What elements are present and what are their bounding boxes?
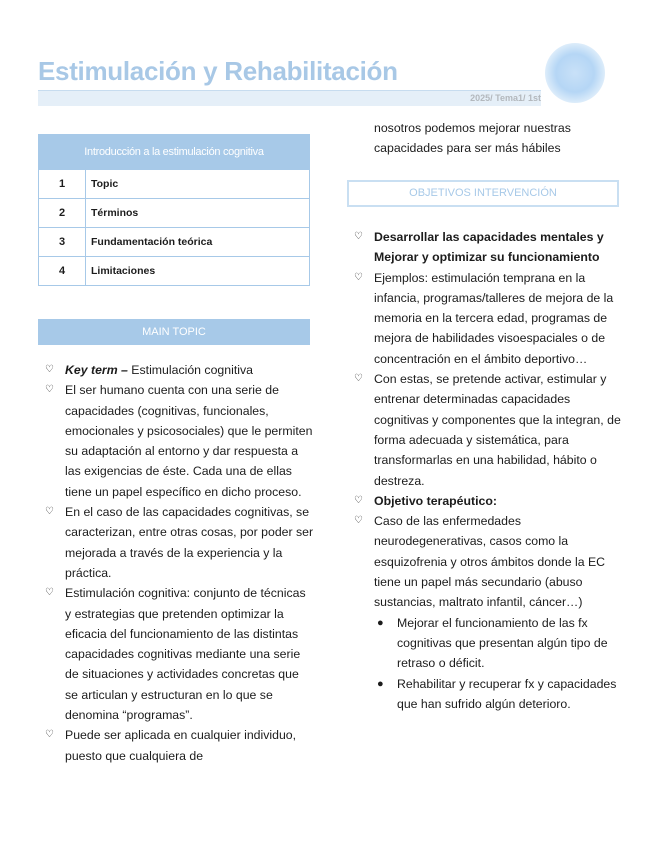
document-meta: 2025/ Tema1/ 1st	[470, 93, 541, 103]
row-number: 3	[39, 228, 86, 257]
heart-bullet-icon: ♡	[354, 373, 363, 385]
heart-bullet-icon: ♡	[45, 729, 54, 741]
row-label: Limitaciones	[86, 257, 310, 286]
bullet-text-bold: Desarrollar las capacidades mentales y Mejorar y optimizar su funcionamiento	[374, 230, 604, 265]
heart-bullet-icon: ♡	[45, 587, 54, 599]
right-column-top	[347, 118, 621, 159]
heart-bullet-icon: ♡	[45, 364, 54, 375]
sub-bullet-text: Mejorar el funcionamiento de las fx cognitivas que presentan algún tipo de retraso o déficit.	[397, 615, 608, 671]
list-item	[347, 511, 623, 612]
row-label: Fundamentación teórica	[86, 228, 310, 257]
header-decoration-circle	[545, 43, 605, 103]
row-number: 2	[39, 199, 86, 228]
heart-bullet-icon: ♡	[354, 231, 363, 242]
table-row	[39, 228, 310, 257]
list-item	[38, 502, 314, 583]
heart-bullet-icon: ♡	[354, 515, 363, 527]
continuation-text: nosotros podemos mejorar nuestras capacidades para ser más hábiles	[374, 121, 571, 156]
list-item	[347, 369, 623, 491]
row-label: Términos	[86, 199, 310, 228]
main-topic-heading: MAIN TOPIC	[38, 319, 310, 345]
page-title: Estimulación y Rehabilitación	[38, 56, 398, 86]
row-number: 4	[39, 257, 86, 286]
dot-bullet-icon: ●	[377, 616, 384, 629]
table-row	[39, 170, 310, 199]
table-row	[39, 257, 310, 286]
row-number: 1	[39, 170, 86, 199]
list-item	[38, 380, 314, 502]
contents-heading: Introducción a la estimulación cognitiva	[39, 135, 310, 170]
list-item	[347, 227, 623, 268]
sub-bullet-text: Rehabilitar y recuperar fx y capacidades que han sufrido algún deterioro.	[397, 676, 617, 711]
bullet-text: En el caso de las capacidades cognitivas, se caracterizan, entre otras cosas, por poder ser mejorada a través de la experiencia y la práctica.	[65, 505, 314, 580]
list-item	[347, 491, 623, 511]
title-band	[38, 90, 541, 106]
bullet-text-bold: Objetivo terapéutico:	[374, 493, 497, 508]
contents-table	[38, 134, 310, 286]
list-item	[38, 725, 314, 766]
sub-list-item	[347, 613, 623, 674]
list-item	[38, 583, 314, 725]
key-term-value: Estimulación cognitiva	[127, 363, 253, 377]
sub-list-item	[347, 674, 623, 715]
heart-bullet-icon: ♡	[354, 271, 363, 283]
heart-bullet-icon: ♡	[45, 384, 54, 396]
key-term-label: Key term –	[65, 363, 128, 377]
bullet-text: Ejemplos: estimulación temprana en la infancia, programas/talleres de mejora de la memoria en la tercera edad, programas de mejora de habilidades visoespaciales o de concentración en el ámbito deportivo…	[374, 270, 614, 366]
left-column	[38, 360, 314, 766]
list-item	[38, 360, 314, 380]
objectives-heading: OBJETIVOS INTERVENCIÓN	[347, 180, 619, 207]
heart-bullet-icon: ♡	[354, 494, 363, 506]
title-divider	[38, 90, 541, 91]
bullet-text: Caso de las enfermedades neurodegenerativas, casos como la esquizofrenia y otros ámbitos donde la EC tiene un papel más secundario (abuso sustancias, maltrato infantil, cáncer…)	[374, 514, 606, 610]
row-label: Topic	[86, 170, 310, 199]
list-item	[347, 268, 623, 369]
bullet-text: Con estas, se pretende activar, estimular y entrenar determinadas capacidades cognitivas y componentes que la integran, de forma adecuada y sistemática, para transformarlas en una habilidad, hábito o destreza.	[374, 372, 621, 488]
bullet-text: Estimulación cognitiva: conjunto de técnicas y estrategias que pretenden optimizar la eficacia del funcionamiento de las distintas capacidades cognitivas mediante una serie de situaciones y actividades concretas que se articulan y estructuran en lo que se denomina “programas”.	[65, 586, 306, 723]
heart-bullet-icon: ♡	[45, 506, 54, 518]
bullet-text: El ser humano cuenta con una serie de capacidades (cognitivas, funcionales, emocionales y psicosociales) que le permiten su adaptación al entorno y dar respuesta a las exigencias de éste. Cada una de ellas tiene un papel específico en dicho proceso.	[65, 383, 313, 499]
table-row	[39, 199, 310, 228]
bullet-text: Puede ser aplicada en cualquier individuo, puesto que cualquiera de	[65, 728, 297, 763]
dot-bullet-icon: ●	[377, 677, 384, 690]
right-column	[347, 227, 623, 714]
